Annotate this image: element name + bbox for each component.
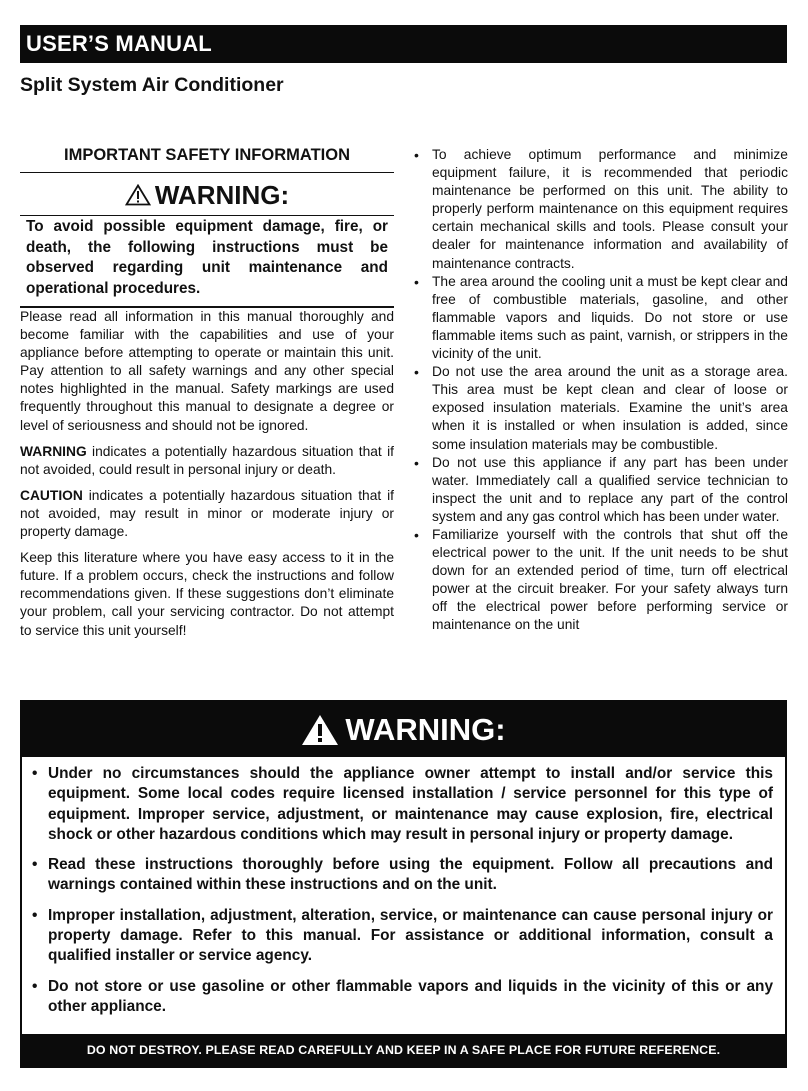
safety-info-column xyxy=(20,146,394,648)
warning-label: WARNING: xyxy=(154,179,290,210)
manual-title: USER’S MANUAL xyxy=(26,31,212,56)
intro-paragraph: Please read all information in this manual thoroughly and become familiar with the capabilities and use of your appliance before attempting to operate or maintain this unit. Pay attention to all safety warnings and any other special notes highlighted in the manual. Safety markings are used frequently throughout this manual to designate a degree or level of seriousness and should not be ignored. xyxy=(20,309,394,433)
warning-triangle-icon xyxy=(301,714,339,746)
warning-triangle-icon xyxy=(125,184,151,206)
list-item: • Do not use this appliance if any part has been under water. Immediately call a qualified service technician to inspect the unit and to replace any part of the control system and any gas control which has been under water. xyxy=(412,454,788,526)
list-item: • Read these instructions thoroughly before using the equipment. Follow all precautions and warnings contained within these instructions and on the unit. xyxy=(32,855,773,896)
warning-definition xyxy=(20,443,394,479)
general-warning-header xyxy=(22,702,785,757)
list-item: • Do not use the area around the unit as a storage area. This area must be kept clean and clear of loose or exposed insulation materials. Examine the unit’s area when it is installed or when insulation is added, since some insulation materials may be combustible. xyxy=(412,363,788,453)
list-item: • Familiarize yourself with the controls that shut off the electrical power to the unit. If the unit needs to be shut down for an extended period of time, turn off electrical power at the circuit breaker. For your safety always turn off the electrical power before performing service or maintenance on the unit xyxy=(412,526,788,635)
warning-heading xyxy=(20,173,394,215)
manual-title-bar xyxy=(20,25,787,63)
caution-definition-text: indicates a potentially hazardous situation that if not avoided, may result in minor or moderate injury or property damage. xyxy=(20,487,394,540)
list-item: • Do not store or use gasoline or other flammable vapors and liquids in the vicinity of this or any other appliance. xyxy=(32,977,773,1018)
warning-definition-text: indicates a potentially hazardous situation that if not avoided, could result in personal injury or death. xyxy=(20,443,394,477)
maintenance-column xyxy=(412,146,788,635)
warning-text: To avoid possible equipment damage, fire, or death, the following instructions must be observed regarding unit maintenance and operational procedures. xyxy=(26,218,388,297)
section-heading: IMPORTANT SAFETY INFORMATION xyxy=(64,146,350,164)
list-item: • The area around the cooling unit a must be kept clear and free of combustible materials, gasoline, and other flammable vapors and liquids. Do not store or use flammable items such as paint, varnish, or strippers in the vicinity of the unit. xyxy=(412,273,788,363)
manual-subtitle: Split System Air Conditioner xyxy=(20,74,284,96)
warning-term: WARNING xyxy=(20,443,87,459)
maintenance-bullets xyxy=(412,146,788,635)
list-item: • Improper installation, adjustment, alteration, service, or maintenance can cause personal injury or property damage. Refer to this manual. For assistance or additional information, consult a qualified installer or service agency. xyxy=(32,906,773,967)
general-warning-box xyxy=(20,700,787,1068)
footer-notice: DO NOT DESTROY. PLEASE READ CAREFULLY AND KEEP IN A SAFE PLACE FOR FUTURE REFERENCE. xyxy=(22,1034,785,1066)
general-warning-label: WARNING: xyxy=(345,711,506,747)
list-item: • To achieve optimum performance and minimize equipment failure, it is recommended that periodic maintenance be performed on this unit. The ability to properly perform maintenance on this equipment requires certain mechanical skills and tools. Please consult your dealer for maintenance information and availability of maintenance contracts. xyxy=(412,146,788,273)
list-item: • Under no circumstances should the appliance owner attempt to install and/or service this equipment. Some local codes require licensed installation / service personnel for this type of equipment. Improper service, adjustment, or maintenance may cause explosion, fire, electrical shock or other hazardous conditions which may result in personal injury or property damage. xyxy=(32,764,773,845)
general-warning-bullets xyxy=(22,757,785,1017)
caution-definition xyxy=(20,487,394,541)
caution-term: CAUTION xyxy=(20,487,83,503)
keep-literature-paragraph: Keep this literature where you have easy access to it in the future. If a problem occurs, check the instructions and follow recommendations given. If these suggestions don’t eliminate your problem, call your servicing contractor. Do not attempt to service this unit yourself! xyxy=(20,550,394,638)
